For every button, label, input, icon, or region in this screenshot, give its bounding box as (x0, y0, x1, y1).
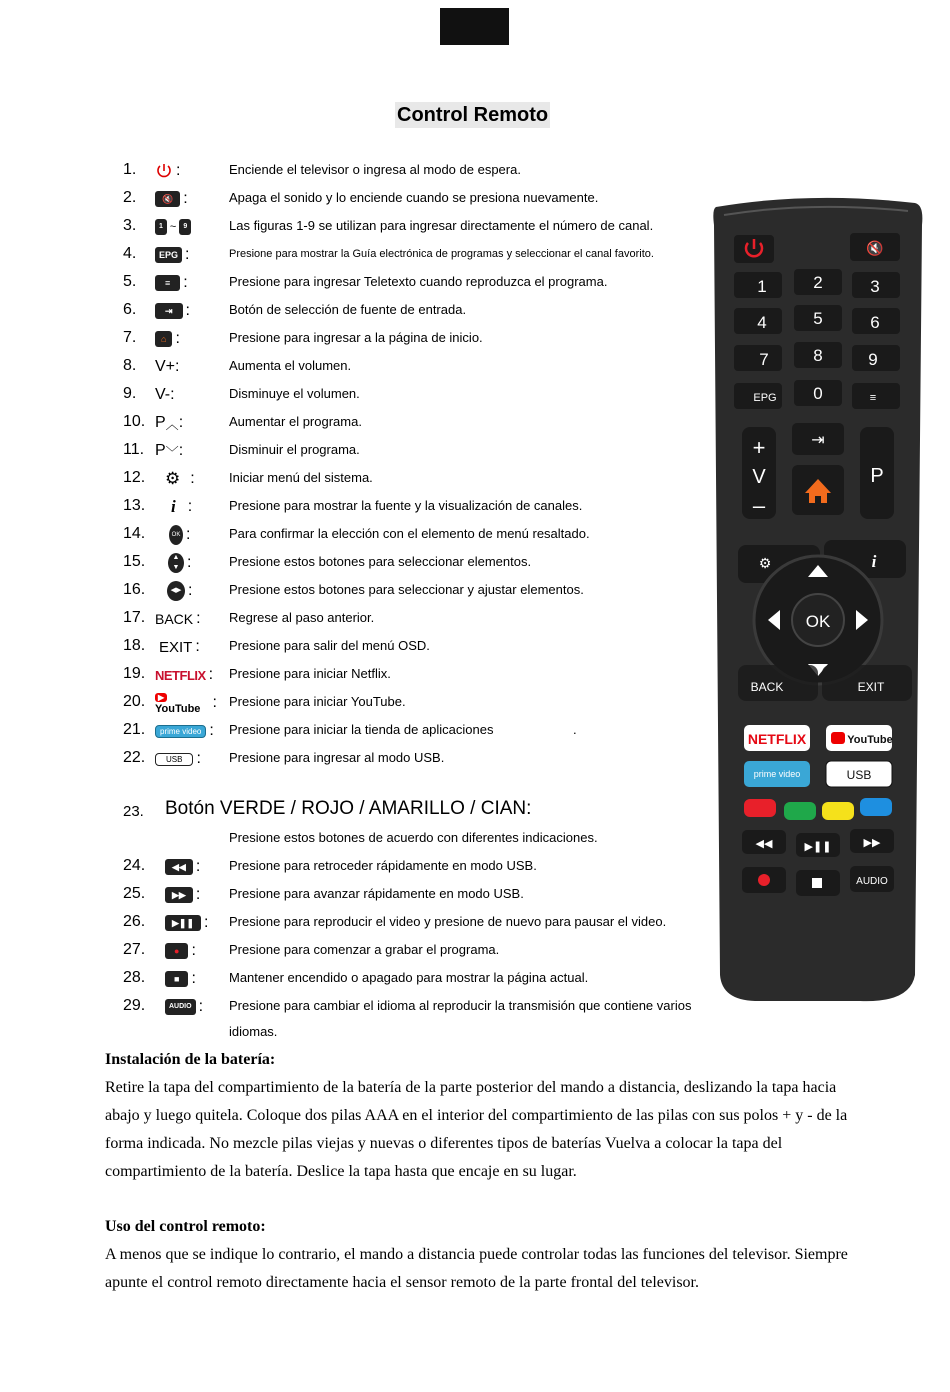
digit-2: 2 (813, 273, 823, 292)
svg-text:⚙: ⚙ (758, 556, 772, 572)
program-up-label: P ︿ : (155, 414, 184, 432)
volume-label: V (752, 466, 766, 488)
volume-up-label: V+ : (155, 358, 180, 375)
svg-text:AUDIO: AUDIO (856, 876, 888, 887)
up-down-icon: ▲ ▼ : (155, 552, 217, 574)
digit-8: 8 (813, 346, 823, 365)
ok-icon: OK : (155, 524, 217, 546)
yellow-button (822, 802, 854, 820)
settings-gear-icon: ⚙ : (165, 469, 195, 488)
teletext-icon: ≡ : (155, 272, 217, 294)
page-title: Control Remoto (397, 104, 549, 126)
mute-icon: 🔇 : (155, 188, 217, 210)
digit-9: 9 (868, 350, 878, 369)
battery-text: Retire la tapa del compartimiento de la batería de la parte posterior del mando a distancia, deslizando la tapa hacia abajo y luego quitela. Coloque dos pilas AAA en el interior del compartimiento de las pilas con sus polos + y - de la forma indicada. No mezcle pilas viejas y nuevas o diferentes tipos de baterías Vuelva a colocar la tapa del compartimiento de la batería. Deslice la tapa hasta que encaje en su lugar. (105, 1079, 848, 1180)
netflix-logo: NETFLIX : (155, 666, 214, 683)
prime-video-logo: prime video : (155, 720, 217, 742)
svg-text:+: + (752, 435, 766, 460)
digit-1: 1 (757, 277, 767, 296)
epg-icon: EPG : (155, 244, 217, 266)
svg-text:🔇: 🔇 (866, 241, 884, 257)
digit-6: 6 (870, 313, 880, 332)
exit-label: EXIT : (159, 638, 200, 656)
svg-text:–: – (752, 493, 766, 518)
svg-text:⇥: ⇥ (811, 430, 825, 449)
stop-icon: ■ : (155, 968, 217, 990)
digit-7: 7 (759, 350, 769, 369)
svg-text:i: i (871, 552, 877, 571)
svg-text:prime video: prime video (753, 769, 801, 779)
left-right-icon: ◀▶ : (155, 580, 217, 602)
rewind-icon: ◀◀ : (155, 856, 217, 878)
program-down-label: P ﹀ : (155, 442, 184, 460)
digit-0: 0 (813, 384, 823, 403)
program-label: P (870, 465, 884, 487)
green-button (784, 802, 816, 820)
svg-text:▶❚❚: ▶❚❚ (804, 840, 832, 853)
svg-text:▶▶: ▶▶ (863, 836, 881, 849)
exit-key: EXIT (857, 680, 885, 694)
usage-section (105, 1213, 850, 1297)
remote-control-illustration (710, 195, 925, 1005)
digit-3: 3 (870, 277, 880, 296)
epg-key: EPG (753, 392, 777, 404)
svg-text:OK: OK (805, 612, 831, 631)
battery-section (105, 1046, 850, 1186)
usage-text: A menos que se indique lo contrario, el mando a distancia puede controlar todas las funciones del televisor. Siempre apunte el control remoto directamente hacia el sensor remoto de la parte frontal del televisor. (105, 1246, 848, 1291)
info-icon: i : (171, 497, 193, 516)
digit-keys-icon: 1 ~ 9 (155, 216, 217, 238)
svg-text:YouTube: YouTube (847, 734, 893, 746)
svg-text:NETFLIX: NETFLIX (747, 731, 807, 747)
back-key: BACK (750, 680, 784, 694)
record-icon: ● : (155, 940, 217, 962)
svg-text:◀◀: ◀◀ (755, 837, 773, 850)
cyan-button (860, 798, 892, 816)
youtube-logo: ▶YouTube : (155, 693, 217, 715)
svg-text:USB: USB (846, 768, 872, 782)
teletext-key: ≡ (869, 392, 877, 404)
volume-down-label: V- : (155, 386, 175, 403)
play-pause-icon: ▶❚❚ : (155, 912, 217, 934)
digit-5: 5 (813, 309, 823, 328)
red-button (744, 799, 776, 817)
power-icon: : (155, 160, 217, 182)
source-icon: ⇥ : (155, 300, 217, 322)
usage-heading: Uso del control remoto: (105, 1218, 266, 1235)
audio-icon: AUDIO : (155, 996, 217, 1018)
home-icon: ⌂ : (155, 328, 217, 350)
usb-icon: USB : (155, 748, 217, 770)
battery-heading: Instalación de la batería: (105, 1051, 276, 1068)
header-block (440, 8, 509, 45)
fast-forward-icon: ▶▶ : (155, 884, 217, 906)
color-buttons-title: Botón VERDE / ROJO / AMARILLO / CIAN: (165, 798, 532, 819)
back-label: BACK : (155, 610, 201, 627)
digit-4: 4 (757, 313, 767, 332)
